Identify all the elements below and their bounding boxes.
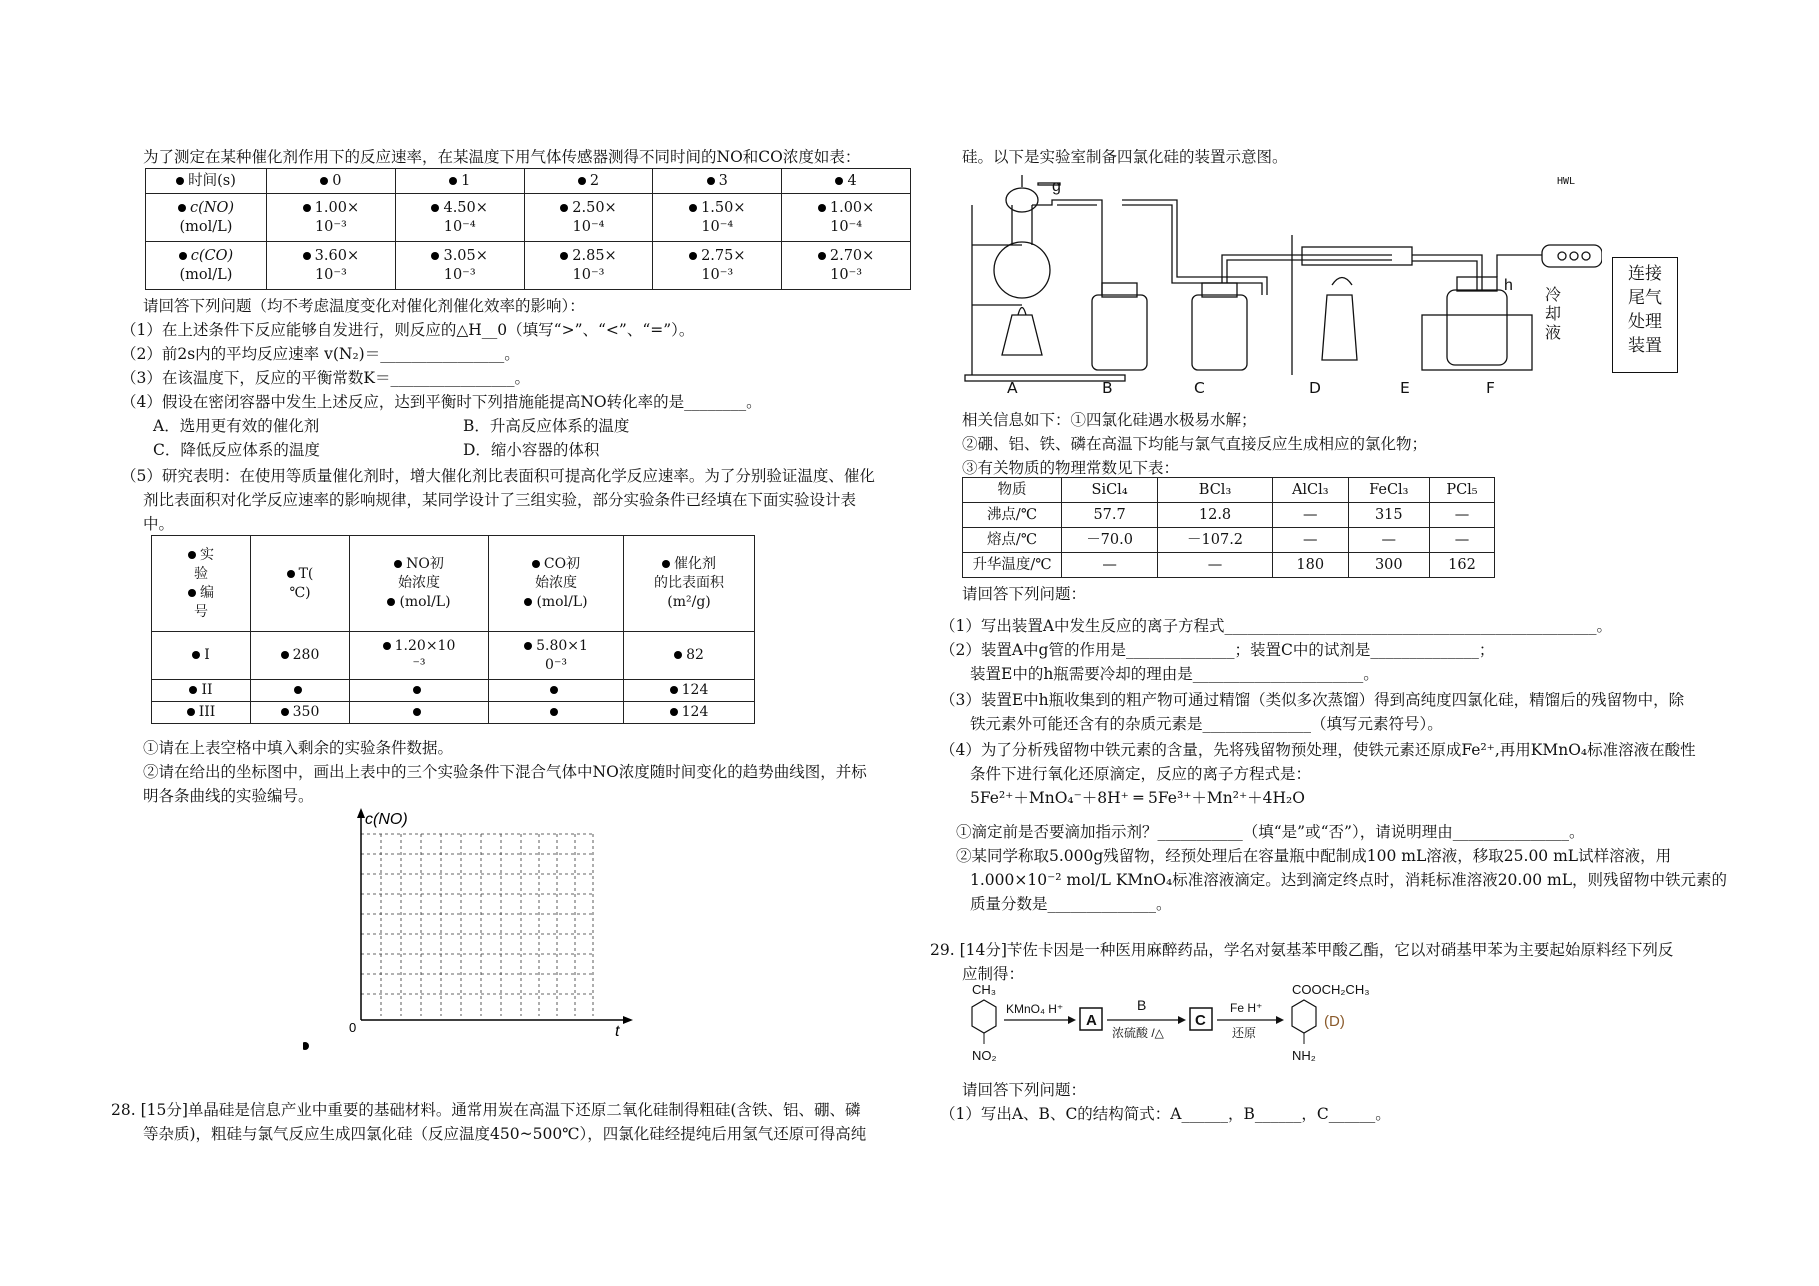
reaction-scheme: [962, 982, 1422, 1072]
label-d: D: [1309, 379, 1321, 397]
no-value: 1.00× 10⁻⁴: [782, 194, 911, 242]
r-question-4-line2: 条件下进行氧化还原滴定，反应的离子方程式是：: [970, 765, 1312, 783]
table-row: [963, 553, 1495, 578]
exp-temp: 280: [292, 647, 320, 663]
table-cell: —: [1429, 503, 1494, 528]
r-question-4-sub1: ①滴定前是否要滴加指示剂？___________（填“是”或“否”），请说明理由_______________。: [956, 823, 1585, 841]
info-line-2: ②硼、铝、铁、磷在高温下均能与氯气直接反应生成相应的氯化物；: [962, 435, 1428, 453]
table-cell: —: [1272, 528, 1348, 553]
g-label: g: [1052, 178, 1061, 195]
no-value: 1.00× 10⁻³: [267, 194, 396, 242]
continuation-line: 硅。以下是实验室制备四氯化硅的装置示意图。: [962, 148, 1288, 166]
question-3: （3）在该温度下，反应的平衡常数K＝________________。: [121, 369, 530, 387]
drying-tube: [1542, 245, 1602, 267]
no-value: 2.50× 10⁻⁴: [524, 194, 653, 242]
table-row: [963, 528, 1495, 553]
burner-d: [1322, 295, 1357, 360]
reagent-2-bottom: 浓硫酸 /△: [1112, 1026, 1164, 1040]
exp-id: I: [204, 647, 210, 663]
tube-de: [1412, 255, 1482, 290]
r-question-4-sub2-line3: 质量分数是______________。: [970, 895, 1172, 913]
table-cell: FeCl₃: [1348, 478, 1429, 503]
info-line-3: ③有关物质的物理常数见下表：: [962, 459, 1180, 477]
co-header: c(CO) (mol/L): [146, 242, 267, 290]
table-cell: 315: [1348, 503, 1429, 528]
reagent-3-bottom: 还原: [1232, 1026, 1257, 1040]
question-prompt: 请回答下列问题（均不考虑温度变化对催化剂催化效率的影响）：: [143, 297, 585, 315]
exp-header-co: CO初 始浓度 (mol/L): [489, 536, 624, 632]
table-cell: 300: [1348, 553, 1429, 578]
exp-area: 82: [686, 647, 704, 663]
start-substituent-bottom: NO₂: [972, 1048, 997, 1063]
time-cell: 1: [395, 169, 524, 194]
question-2: （2）前2s内的平均反应速率 v(N₂)＝________________。: [121, 345, 520, 363]
table-cell: —: [1158, 553, 1273, 578]
reagent-1: KMnO₄ H⁺: [1006, 1002, 1064, 1016]
physical-constants-table: [962, 477, 1495, 578]
q29-question-1: （1）写出A、B、C的结构简式：A______，B______，C______。: [940, 1105, 1391, 1123]
table-cell: 熔点/℃: [963, 528, 1062, 553]
compound-c: C: [1195, 1012, 1206, 1029]
end-substituent-bottom: NH₂: [1292, 1048, 1316, 1063]
start-substituent-top: CH₃: [972, 982, 997, 997]
r-question-1: （1）写出装置A中发生反应的离子方程式________________________________________________。: [940, 617, 1613, 635]
table-cell: AlCl₃: [1272, 478, 1348, 503]
x-axis-label: t: [615, 1023, 620, 1040]
r-question-4-equation: 5Fe²⁺＋MnO₄⁻＋8H⁺ ═ 5Fe³⁺＋Mn²⁺＋4H₂O: [970, 789, 1305, 807]
label-b: B: [1102, 379, 1113, 397]
y-axis-label: c(NO): [365, 811, 408, 828]
exp-area: 124: [681, 704, 709, 720]
exp-id: II: [201, 682, 213, 698]
table-cell: —: [1429, 528, 1494, 553]
sub-question-2-line2: 明各条曲线的实验编号。: [143, 787, 314, 805]
question-29-line2: 应制得：: [962, 965, 1025, 983]
grid-lines: [361, 834, 593, 1016]
bath-e: [1422, 315, 1532, 370]
co-value: 3.60× 10⁻³: [267, 242, 396, 290]
y-axis-arrow: [357, 808, 365, 818]
exp-header-id: 实 验 编 号: [152, 536, 251, 632]
option-d: D．缩小容器的体积: [463, 441, 600, 459]
sub-question-2-line1: ②请在给出的坐标图中，画出上表中的三个实验条件下混合气体中NO浓度随时间变化的趋势曲线图，并标: [143, 763, 867, 781]
compound-d: (D): [1324, 1013, 1345, 1030]
h-label: h: [1504, 277, 1513, 294]
co-value: 2.75× 10⁻³: [653, 242, 782, 290]
question-prompt-29: 请回答下列问题：: [962, 1081, 1087, 1099]
compound-a: A: [1086, 1012, 1097, 1029]
r-question-4-sub2-line1: ②某同学称取5.000g残留物，经预处理后在容量瓶中配制成100 mL溶液，移取25.00 mL试样溶液，用: [956, 847, 1672, 865]
apparatus-a: [965, 175, 1125, 381]
tail-gas-box: 连接 尾气 处理 装置: [1612, 257, 1678, 373]
bottle-c: [1192, 295, 1247, 370]
exp-header-no: NO初 始浓度 (mol/L): [350, 536, 489, 632]
table-cell: 162: [1429, 553, 1494, 578]
end-benzene-ring: [1292, 1000, 1316, 1033]
bullet-dot: [303, 1042, 309, 1050]
table-row: [152, 680, 755, 702]
no-value: 1.50× 10⁻⁴: [653, 194, 782, 242]
time-cell: 3: [653, 169, 782, 194]
question-5-line1: （5）研究表明：在使用等质量催化剂时，增大催化剂比表面积可提高化学反应速率。为了分别验证温度、催化: [121, 467, 875, 485]
table-cell: －107.2: [1158, 528, 1273, 553]
table-row: [963, 503, 1495, 528]
time-cell: 0: [267, 169, 396, 194]
table-cell: SiCl₄: [1062, 478, 1158, 503]
table-intro: 为了测定在某种催化剂作用下的反应速率，在某温度下用气体传感器测得不同时间的NO和CO浓度如表：: [143, 148, 861, 166]
co-value: 2.70× 10⁻³: [782, 242, 911, 290]
exp-no: 1.20×10: [394, 637, 456, 654]
origin-label: 0: [349, 1020, 357, 1035]
coolant-label: 冷 却 液: [1545, 285, 1562, 342]
exp-id: III: [198, 704, 216, 720]
question-29-line1: 29. [14分]苄佐卡因是一种医用麻醉药品，学名对氨基苯甲酸乙酯，它以对硝基甲苯为主要起始原料经下列反: [930, 941, 1674, 959]
question-28-line1: 28. [15分]单晶硅是信息产业中重要的基础材料。通常用炭在高温下还原二氧化硅制得粗硅(含铁、铝、硼、磷: [111, 1101, 861, 1119]
start-benzene-ring: [972, 1000, 996, 1033]
question-1: （1）在上述条件下反应能够自发进行，则反应的△H__0（填写“>”、“<”、“=”）。: [121, 321, 695, 339]
answer-graph: [303, 806, 693, 1056]
exp-header-temp: T( ℃): [251, 536, 350, 632]
label-a: A: [1007, 379, 1018, 397]
r-question-2-line1: （2）装置A中g管的作用是______________；装置C中的试剂是______________；: [940, 641, 1495, 659]
co-value: 2.85× 10⁻³: [524, 242, 653, 290]
table-row: I 280 1.20×10 ⁻³ 5.80×1 0⁻³ 82: [152, 632, 755, 680]
experiment-table: [151, 535, 755, 724]
watermark: HWL: [1557, 176, 1576, 187]
exp-co: 5.80×1: [536, 637, 588, 654]
bottle-b: [1092, 295, 1147, 370]
table-cell: PCl₅: [1429, 478, 1494, 503]
table-cell: －70.0: [1062, 528, 1158, 553]
question-28-line2: 等杂质)，粗硅与氯气反应生成四氯化硅（反应温度450~500℃），四氯化硅经提纯后用氢气还原可得高纯: [143, 1125, 867, 1143]
label-f: F: [1486, 379, 1495, 397]
exp-area: 124: [681, 682, 709, 698]
table-row: [152, 702, 755, 724]
exp-temp: 350: [292, 704, 320, 720]
table-cell: BCl₃: [1158, 478, 1273, 503]
table-cell: —: [1348, 528, 1429, 553]
no-header: c(NO) (mol/L): [146, 194, 267, 242]
option-c: C．降低反应体系的温度: [153, 441, 320, 459]
table-cell: 升华温度/℃: [963, 553, 1062, 578]
r-question-4-sub2-line2: 1.000×10⁻² mol/L KMnO₄标准溶液滴定。达到滴定终点时，消耗标准溶液20.00 mL，则残留物中铁元素的: [970, 871, 1727, 889]
time-header: 时间(s): [146, 169, 267, 194]
no-value: 4.50× 10⁻⁴: [395, 194, 524, 242]
table-cell: 180: [1272, 553, 1348, 578]
label-c: C: [1194, 379, 1205, 397]
reagent-2-top: B: [1137, 997, 1147, 1013]
table-cell: 沸点/℃: [963, 503, 1062, 528]
apparatus-diagram: [962, 165, 1602, 405]
table-cell: 物质: [963, 478, 1062, 503]
x-axis-arrow: [623, 1016, 633, 1024]
exp-header-area: 催化剂 的比表面积 (m²/g): [624, 536, 755, 632]
table-cell: 12.8: [1158, 503, 1273, 528]
reagent-3-top: Fe H⁺: [1230, 1001, 1263, 1015]
time-cell: 2: [524, 169, 653, 194]
table-cell: —: [1272, 503, 1348, 528]
time-cell: 4: [782, 169, 911, 194]
question-4: （4）假设在密闭容器中发生上述反应，达到平衡时下列措施能提高NO转化率的是________。: [121, 393, 762, 411]
table-cell: —: [1062, 553, 1158, 578]
r-question-3-line2: 铁元素外可能还含有的杂质元素是______________（填写元素符号）。: [970, 715, 1443, 733]
tube-ab: [1032, 200, 1102, 295]
tube-d: [1302, 247, 1412, 265]
question-5-line2: 剂比表面积对化学反应速率的影响规律，某同学设计了三组实验，部分实验条件已经填在下面实验设计表: [143, 491, 857, 509]
info-line-1: 相关信息如下：①四氯化硅遇水极易水解；: [962, 411, 1257, 429]
r-question-3-line1: （3）装置E中h瓶收集到的粗产物可通过精馏（类似多次蒸馏）得到高纯度四氯化硅，精馏后的残留物中，除: [940, 691, 1685, 709]
end-substituent-top: COOCH₂CH₃: [1292, 982, 1370, 997]
r-question-2-line2: 装置E中的h瓶需要冷却的理由是______________________。: [970, 665, 1379, 683]
table-cell: 57.7: [1062, 503, 1158, 528]
table-row: [963, 478, 1495, 503]
concentration-table: [145, 168, 911, 290]
co-value: 3.05× 10⁻³: [395, 242, 524, 290]
r-question-4-line1: （4）为了分析残留物中铁元素的含量，先将残留物预处理，使铁元素还原成Fe²⁺,再用KMnO₄标准溶液在酸性: [940, 741, 1696, 759]
option-a: A．选用更有效的催化剂: [153, 417, 320, 435]
option-b: B．升高反应体系的温度: [463, 417, 630, 435]
question-prompt-right: 请回答下列问题：: [962, 585, 1087, 603]
sub-question-1: ①请在上表空格中填入剩余的实验条件数据。: [143, 739, 454, 757]
label-e: E: [1400, 379, 1410, 397]
bottle-h: [1447, 290, 1507, 365]
question-5-line3: 中。: [143, 515, 175, 533]
